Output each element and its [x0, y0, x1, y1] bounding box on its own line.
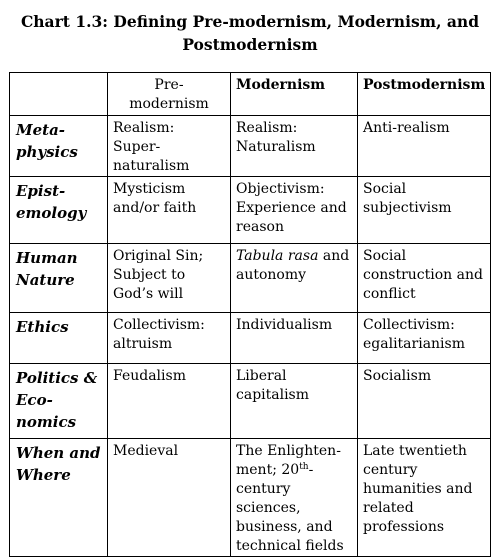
- cell-modernism: Individualism: [231, 313, 358, 364]
- cell-premodernism: Medieval: [108, 439, 231, 557]
- cell-premodernism: Realism: Super-naturalism: [108, 116, 231, 177]
- cell-text: and autonomy: [236, 248, 350, 283]
- comparison-table: [9, 72, 491, 557]
- cell-premodernism: Feudalism: [108, 364, 231, 439]
- cell-modernism: Liberal capitalism: [231, 364, 358, 439]
- table-row: [10, 313, 491, 364]
- cell-postmodernism: Socialism: [358, 364, 491, 439]
- cell-premodernism: Mysticism and/or faith: [108, 177, 231, 244]
- row-label-politics-economics: Politics & Eco-nomics: [10, 364, 108, 439]
- cell-postmodernism: Social subjectivism: [358, 177, 491, 244]
- row-label-metaphysics: Meta-physics: [10, 116, 108, 177]
- superscript: th: [299, 462, 309, 472]
- cell-text: -century sciences, business, and technical fields: [236, 462, 344, 554]
- cell-modernism: [231, 439, 358, 557]
- chart-title: [0, 10, 500, 56]
- header-postmodernism: Postmodernism: [358, 73, 491, 116]
- italic-term: Tabula rasa: [236, 248, 319, 264]
- cell-modernism: [231, 244, 358, 313]
- corner-cell: [10, 73, 108, 116]
- cell-modernism: Objectivism: Experience and reason: [231, 177, 358, 244]
- title-line-1: Chart 1.3: Defining Pre-modernism, Modernism, and: [20, 12, 480, 31]
- header-premodernism: Pre-modernism: [108, 73, 231, 116]
- table-row: [10, 177, 491, 244]
- row-label-when-where: When and Where: [10, 439, 108, 557]
- cell-postmodernism: Social construction and conflict: [358, 244, 491, 313]
- row-label-human-nature: Human Nature: [10, 244, 108, 313]
- cell-modernism: Realism: Naturalism: [231, 116, 358, 177]
- cell-text: The Enlighten-ment; 20: [236, 443, 341, 478]
- cell-postmodernism: Anti-realism: [358, 116, 491, 177]
- table-row: [10, 439, 491, 557]
- table-row: [10, 364, 491, 439]
- header-row: [10, 73, 491, 116]
- table-row: [10, 116, 491, 177]
- row-label-ethics: Ethics: [10, 313, 108, 364]
- cell-premodernism: Collectivism: altruism: [108, 313, 231, 364]
- cell-postmodernism: Late twentieth century humanities and related professions: [358, 439, 491, 557]
- table-row: [10, 244, 491, 313]
- row-label-epistemology: Epist-emology: [10, 177, 108, 244]
- cell-premodernism: Original Sin; Subject to God’s will: [108, 244, 231, 313]
- cell-postmodernism: Collectivism: egalitarianism: [358, 313, 491, 364]
- header-modernism: Modernism: [231, 73, 358, 116]
- title-line-2: Postmodernism: [182, 35, 318, 54]
